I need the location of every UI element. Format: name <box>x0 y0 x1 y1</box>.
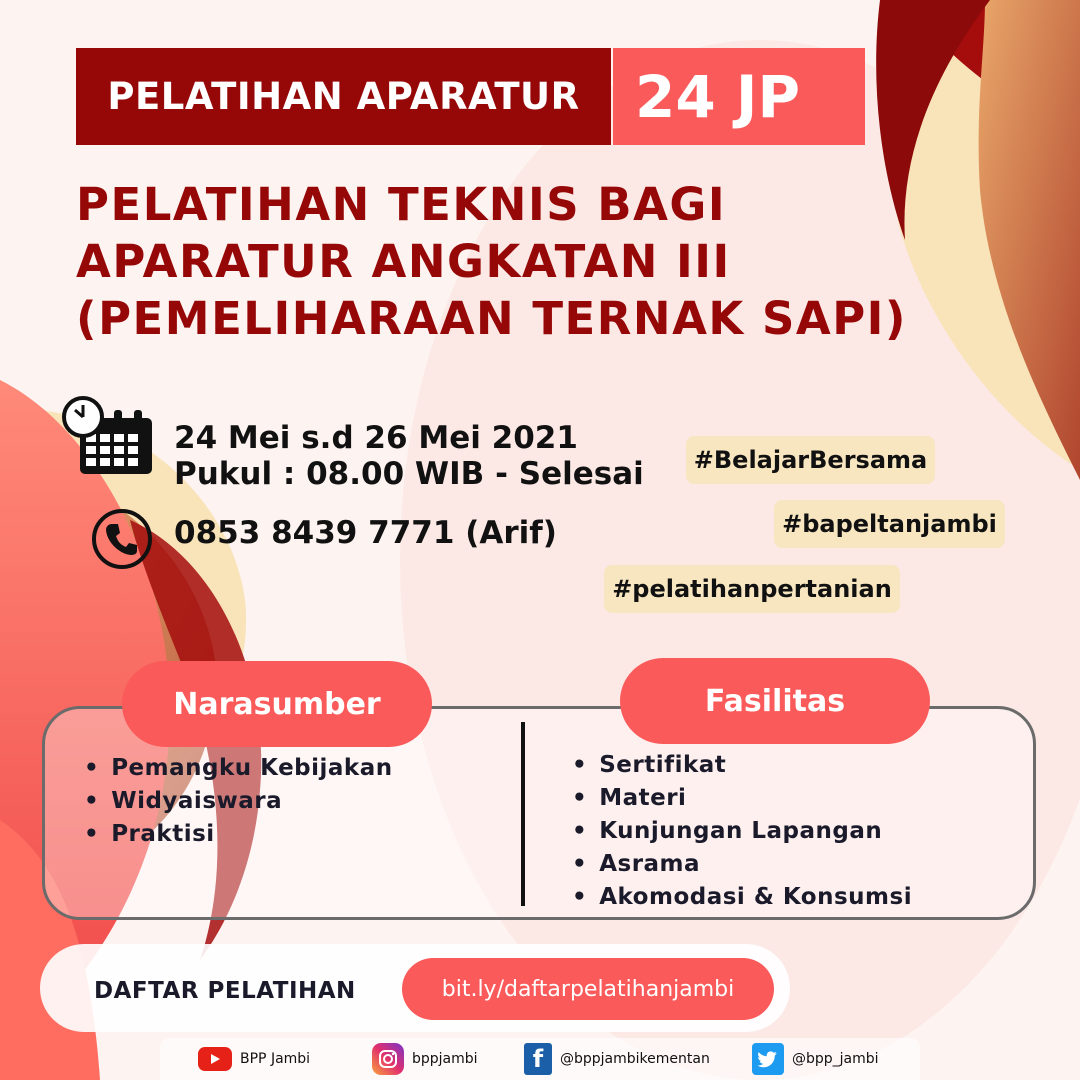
register-link[interactable]: bit.ly/daftarpelatihanjambi <box>402 958 774 1020</box>
social-twitter[interactable] <box>752 1042 879 1076</box>
fasilitas-item: • Materi <box>572 782 912 815</box>
headline-line-2: APARATUR ANGKATAN III <box>76 235 731 288</box>
schedule-time: Pukul : 08.00 WIB - Selesai <box>174 456 644 492</box>
social-instagram[interactable] <box>372 1042 478 1076</box>
social-handle: @bppjambikementan <box>560 1051 710 1067</box>
youtube-icon <box>198 1047 232 1071</box>
headline <box>76 176 907 347</box>
fasilitas-item: • Kunjungan Lapangan <box>572 815 912 848</box>
hashtag-belajarbersama: #BelajarBersama <box>686 436 935 484</box>
headline-line-1: PELATIHAN TEKNIS BAGI <box>76 178 727 231</box>
narasumber-item: • Praktisi <box>84 818 393 851</box>
calendar-clock-icon <box>62 396 156 478</box>
instagram-icon <box>372 1043 404 1075</box>
social-youtube[interactable] <box>198 1042 310 1076</box>
headline-line-3: (PEMELIHARAAN TERNAK SAPI) <box>76 292 907 345</box>
social-handle: bppjambi <box>412 1051 478 1067</box>
narasumber-item: • Widyaiswara <box>84 785 393 818</box>
hashtag-pelatihanpertanian: #pelatihanpertanian <box>604 565 900 613</box>
fasilitas-list <box>572 749 912 914</box>
social-handle: BPP Jambi <box>240 1051 311 1067</box>
fasilitas-item: • Asrama <box>572 848 912 881</box>
fasilitas-item: • Akomodasi & Konsumsi <box>572 881 912 914</box>
narasumber-item: • Pemangku Kebijakan <box>84 752 393 785</box>
contact-phone: 0853 8439 7771 (Arif) <box>174 515 557 551</box>
fasilitas-item: • Sertifikat <box>572 749 912 782</box>
register-label: DAFTAR PELATIHAN <box>94 978 356 1004</box>
social-facebook[interactable] <box>524 1042 710 1076</box>
schedule-date: 24 Mei s.d 26 Mei 2021 <box>174 420 578 456</box>
narasumber-list <box>84 752 393 851</box>
header-label: PELATIHAN APARATUR <box>76 48 611 145</box>
social-handle: @bpp_jambi <box>792 1051 879 1067</box>
column-divider <box>521 722 525 906</box>
fasilitas-title: Fasilitas <box>620 658 930 744</box>
phone-icon <box>90 507 154 571</box>
header-hours: 24 JP <box>613 48 865 145</box>
narasumber-title: Narasumber <box>122 661 432 747</box>
twitter-icon <box>752 1043 784 1075</box>
facebook-icon: f <box>524 1043 552 1075</box>
hashtag-bapeltanjambi: #bapeltanjambi <box>774 500 1005 548</box>
